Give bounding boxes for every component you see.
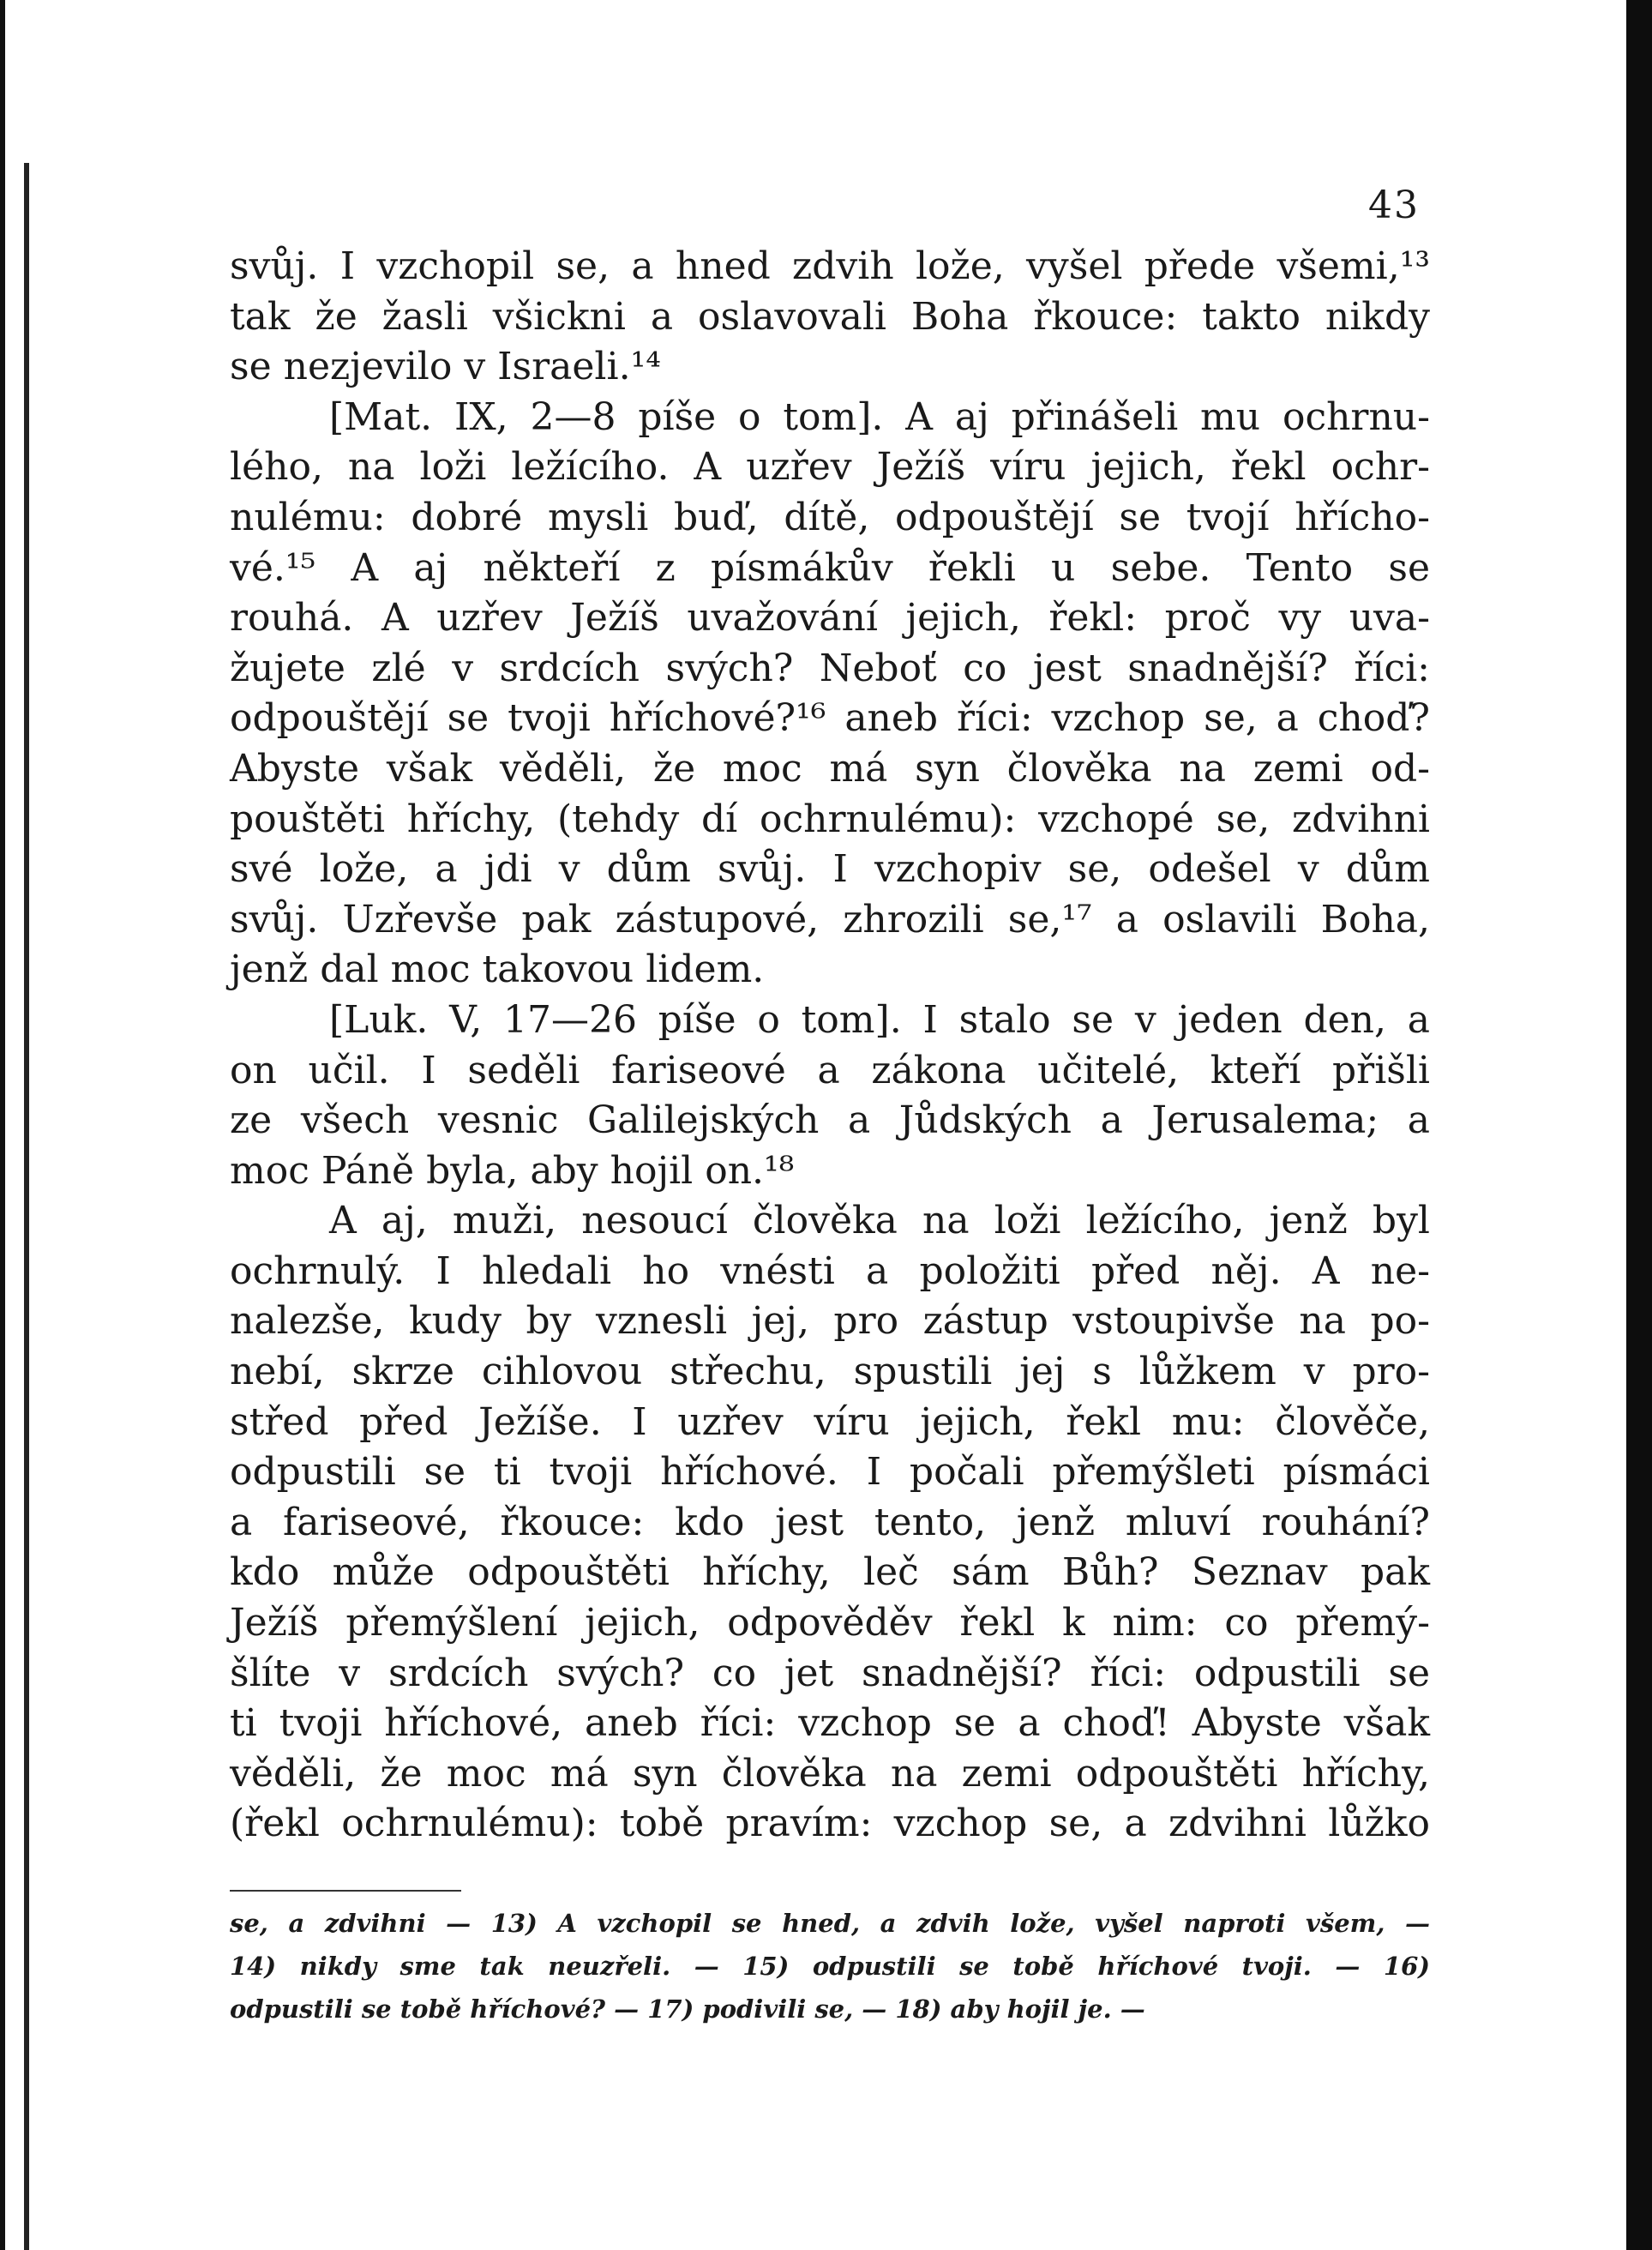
footnote-line: se, a zdvihni — 13) A vzchopil se hned, a zdvih lože, vyšel naproti všem, — [230,1909,1430,1938]
text-line: moc Páně byla, aby hojil on.¹⁸ [230,1148,795,1193]
text-line: střed před Ježíše. I uzřev víru jejich, řekl mu: člověče, [230,1399,1430,1444]
text-line: pouštěti hříchy, (tehdy dí ochrnulému): vzchopé se, zdvihni [230,797,1430,841]
text-line: vé.¹⁵ A aj někteří z písmákův řekli u sebe. Tento se [230,545,1430,590]
text-line: Abyste však věděli, že moc má syn člověka na zemi od- [230,746,1430,791]
footnote-line: 14) nikdy sme tak neuzřeli. — 15) odpustili se tobě hříchové tvoji. — 16) [230,1952,1430,1981]
text-line: odpouštějí se tvoji hříchové?¹⁶ aneb říci: vzchop se, a choď? [230,696,1430,741]
scan-edge-right [1626,0,1652,2250]
text-line: ti tvoji hříchové, aneb říci: vzchop se a choď! Abyste však [230,1701,1430,1746]
text-line: své lože, a jdi v dům svůj. I vzchopiv se, odešel v dům [230,847,1430,892]
text-line: a fariseové, řkouce: kdo jest tento, jenž mluví rouhání? [230,1500,1430,1544]
text-line: se nezjevilo v Israeli.¹⁴ [230,345,661,389]
scan-edge-left [0,0,5,2250]
text-line: nebí, skrze cihlovou střechu, spustili jej s lůžkem v pro- [230,1350,1430,1394]
footnote-rule [230,1890,461,1892]
text-line: ochrnulý. I hledali ho vnésti a položiti před něj. A ne- [230,1248,1430,1293]
footnote-line: odpustili se tobě hříchové? — 17) podivili se, — 18) aby hojil je. — [230,1994,1145,2024]
text-line: on učil. I seděli fariseové a zákona učitelé, kteří přišli [230,1048,1430,1092]
page-number: 43 [1368,183,1420,227]
text-line: šlíte v srdcích svých? co jet snadnější? říci: odpustili se [230,1651,1430,1695]
body-text [230,242,1430,1850]
text-line: lého, na loži ležícího. A uzřev Ježíš víru jejich, řekl ochr- [230,445,1430,490]
text-line: nulému: dobré mysli buď, dítě, odpouštějí se tvojí hřícho- [230,495,1430,539]
text-line: ze všech vesnic Galilejských a Jůdských a Jerusalema; a [230,1098,1430,1143]
text-line: (řekl ochrnulému): tobě pravím: vzchop se, a zdvihni lůžko [230,1802,1430,1846]
text-line: rouhá. A uzřev Ježíš uvažování jejich, řekl: proč vy uva- [230,596,1430,641]
text-line: tak že žasli všickni a oslavovali Boha řkouce: takto nikdy [230,294,1430,339]
text-line: [Mat. IX, 2—8 píše o tom]. A aj přinášeli mu ochrnu- [329,394,1430,439]
text-line: [Luk. V, 17—26 píše o tom]. I stalo se v jeden den, a [329,997,1430,1042]
text-line: nalezše, kudy by vznesli jej, pro zástup vstoupivše na po- [230,1299,1430,1344]
text-line: Ježíš přemýšlení jejich, odpověděv řekl k nim: co přemý- [230,1601,1430,1645]
text-line: odpustili se ti tvoji hříchové. I počali přemýšleti písmáci [230,1450,1430,1495]
text-line: žujete zlé v srdcích svých? Neboť co jest snadnější? říci: [230,646,1430,690]
text-line: svůj. Uzřevše pak zástupové, zhrozili se,¹⁷ a oslavili Boha, [230,897,1430,942]
text-line: věděli, že moc má syn člověka na zemi odpouštěti hříchy, [230,1751,1430,1796]
text-line: A aj, muži, nesoucí člověka na loži ležícího, jenž byl [329,1199,1430,1243]
footnotes [230,1902,1430,2030]
text-line: svůj. I vzchopil se, a hned zdvih lože, vyšel přede všemi,¹³ [230,244,1430,288]
text-line: jenž dal moc takovou lidem. [230,948,765,992]
scan-edge-left-inner [24,163,29,2250]
text-line: kdo může odpouštěti hříchy, leč sám Bůh? Seznav pak [230,1550,1430,1595]
